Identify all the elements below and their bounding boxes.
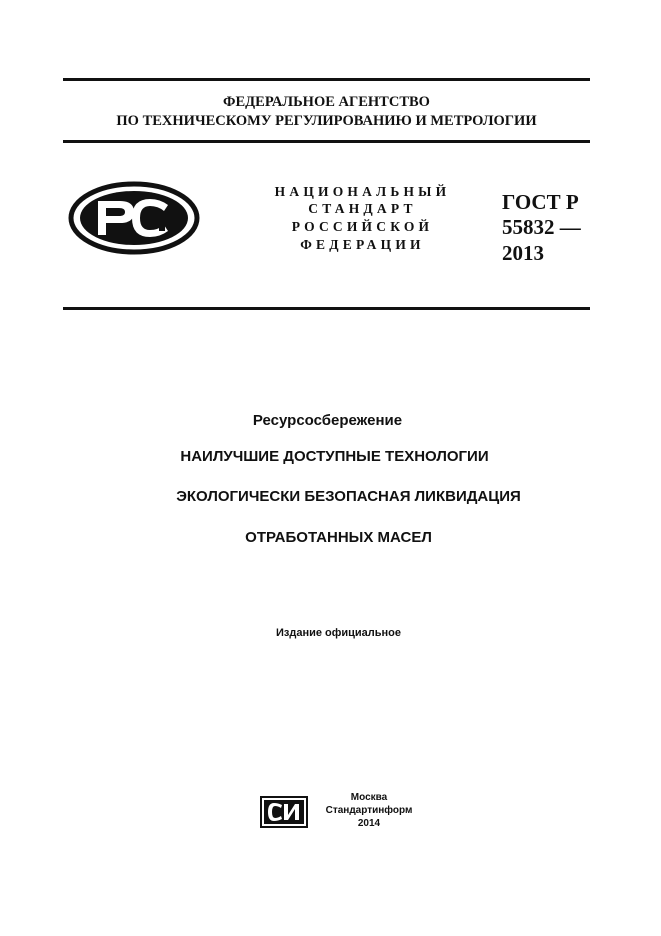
header-bottom-rule [63,307,590,310]
edition-label: Издание официальное [275,627,402,639]
standard-number-line-1: ГОСТ Р [502,190,579,214]
standard-type-line-2: СТАНДАРТ [308,201,417,216]
top-rule [63,78,590,81]
standard-number-line-2: 55832 — [502,215,581,239]
agency-line-1: ФЕДЕРАЛЬНОЕ АГЕНТСТВО [223,94,430,110]
standard-type-line-3: РОССИЙСКОЙ [291,219,434,234]
standartinform-logo-icon [260,796,308,828]
gost-r-logo-icon [68,181,200,255]
header-rule [63,140,590,143]
publisher-year: 2014 [357,818,381,829]
title-line-1: Ресурсосбережение [252,412,403,429]
publisher-city: Москва [350,792,388,803]
title-line-4: ОТРАБОТАННЫХ МАСЕЛ [245,529,432,546]
standard-type-line-4: ФЕДЕРАЦИИ [300,237,425,252]
agency-line-2: ПО ТЕХНИЧЕСКОМУ РЕГУЛИРОВАНИЮ И МЕТРОЛОГИИ [116,113,537,129]
publisher-name: Стандартинформ [325,805,413,816]
title-line-3: ЭКОЛОГИЧЕСКИ БЕЗОПАСНАЯ ЛИКВИДАЦИЯ [176,488,521,505]
standard-number-line-3: 2013 [502,241,544,265]
title-line-2: НАИЛУЧШИЕ ДОСТУПНЫЕ ТЕХНОЛОГИИ [180,448,489,465]
standard-type-line-1: НАЦИОНАЛЬНЫЙ [274,184,451,199]
